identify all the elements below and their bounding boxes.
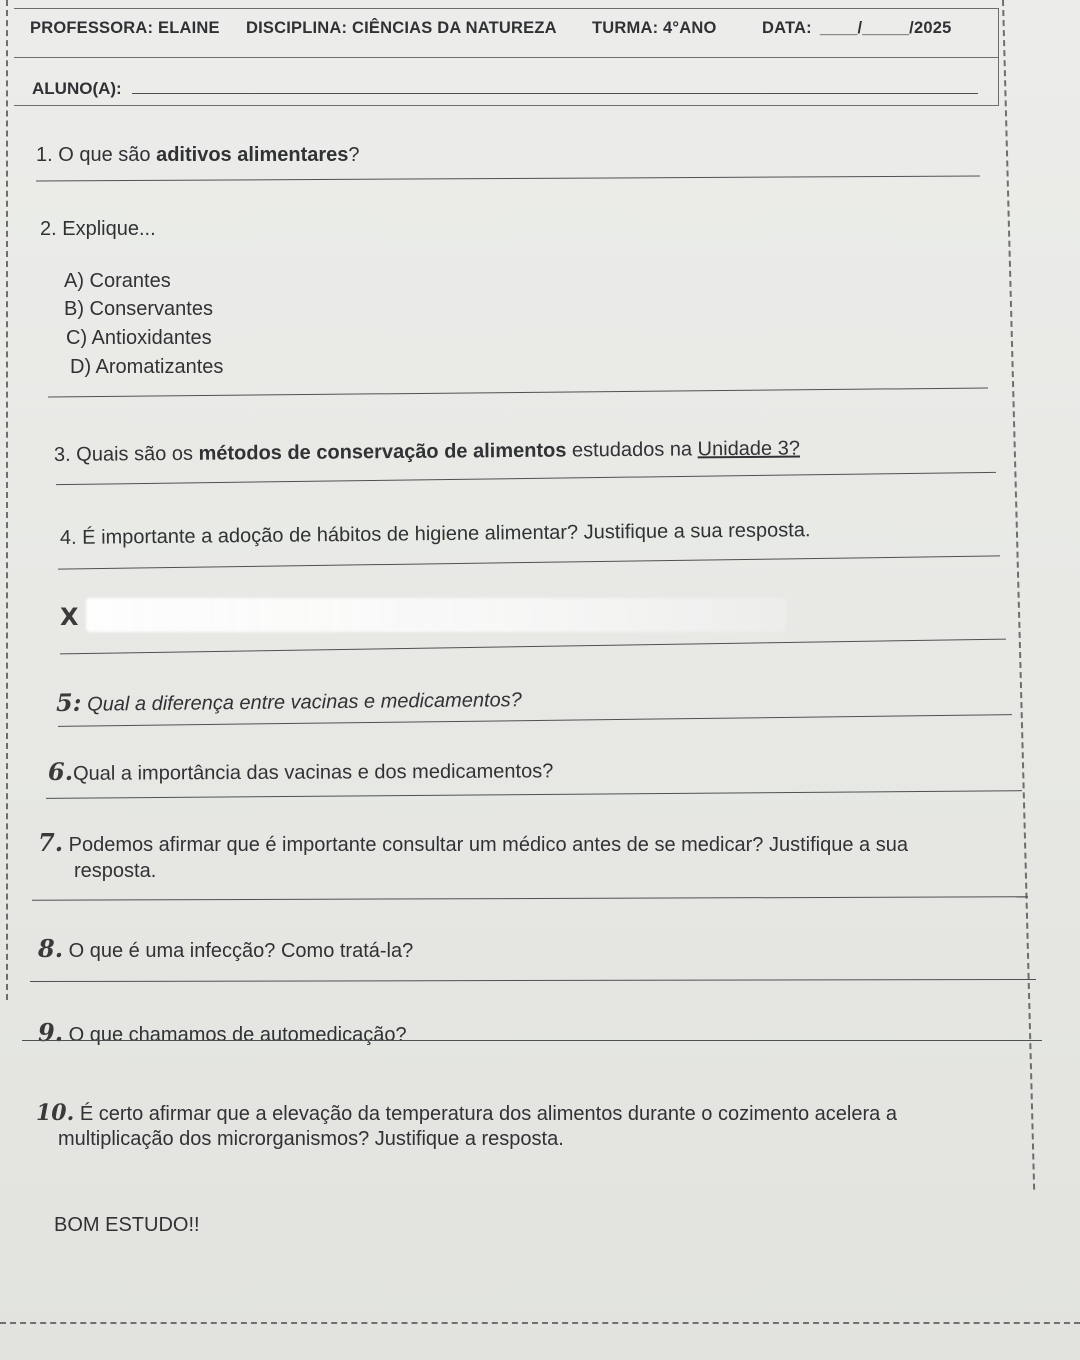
question-1-end: ? [348, 144, 360, 166]
question-7-text: Podemos afirmar que é importante consultar um médico antes de se medicar? Justifique a sua [63, 834, 908, 856]
left-fold-line [6, 0, 8, 1000]
answer-line-3 [56, 472, 996, 485]
question-2-item-d: D) Aromatizantes [70, 356, 224, 378]
question-3-prefix: 3. Quais são os [53, 442, 199, 466]
question-2-item-a: A) Corantes [64, 270, 171, 292]
erased-question-area [86, 598, 786, 632]
question-10-continuation: multiplicação dos microrganismos? Justifique a resposta. [58, 1128, 564, 1150]
question-1 [36, 144, 360, 167]
question-1-keyword: aditivos alimentares [156, 144, 349, 166]
question-10-text: É certo afirmar que a elevação da temperatura dos alimentos durante o cozimento acelera a [74, 1103, 897, 1125]
answer-line-erased [60, 639, 1006, 655]
right-fold-line [1002, 0, 1035, 1190]
erased-mark: X [60, 603, 79, 631]
question-3 [54, 437, 800, 467]
answer-line-5 [58, 714, 1012, 727]
question-5-text: Qual a diferença entre vacinas e medicamentos? [87, 689, 522, 716]
question-7 [38, 828, 908, 857]
question-9 [38, 1018, 407, 1047]
answer-line-2 [48, 387, 988, 397]
cut-line [0, 1322, 1080, 1324]
question-2: 2. Explique... [40, 218, 156, 240]
question-2-item-c: C) Antioxidantes [66, 327, 212, 349]
date-blank: ____/_____/2025 [820, 19, 952, 37]
question-9-number: 9. [38, 1018, 64, 1047]
question-8-text: O que é uma infecção? Como tratá-la? [63, 940, 414, 962]
question-9-text: O que chamamos de automedicação? [63, 1024, 407, 1046]
question-4: 4. É importante a adoção de hábitos de higiene alimentar? Justifique a sua resposta. [59, 519, 811, 549]
class-grade: TURMA: 4°ANO [592, 19, 717, 37]
question-5 [56, 683, 522, 717]
answer-line-4 [58, 555, 1000, 569]
answer-line-1 [36, 176, 980, 182]
teacher-name: PROFESSORA: ELAINE [30, 19, 220, 37]
date-label: DATA: [762, 19, 812, 37]
answer-line-8 [30, 979, 1036, 982]
answer-line-6 [46, 790, 1022, 799]
question-1-number: 1. O que são [36, 144, 157, 166]
question-6-number: 6. [47, 756, 74, 786]
answer-line-7 [32, 896, 1028, 900]
student-name-line [132, 93, 978, 94]
question-8 [38, 934, 413, 963]
question-6-text: Qual a importância das vacinas e dos medicamentos? [73, 760, 554, 785]
subject: DISCIPLINA: CIÊNCIAS DA NATUREZA [246, 19, 557, 37]
answer-line-9 [22, 1040, 1042, 1041]
question-5-number: 5: [55, 687, 82, 717]
header-divider [14, 57, 998, 58]
question-8-number: 8. [38, 934, 64, 963]
question-3-keyword: métodos de conservação de alimentos [198, 439, 567, 465]
question-3-middle: estudados na [566, 438, 698, 462]
student-label: ALUNO(A): [32, 79, 122, 98]
question-7-continuation: resposta. [74, 860, 157, 882]
question-10-number: 10. [36, 1100, 75, 1126]
question-2-item-b: B) Conservantes [64, 298, 213, 320]
closing-message: BOM ESTUDO!! [54, 1214, 200, 1236]
question-3-unit-reference: Unidade 3? [697, 437, 801, 461]
header-box [14, 8, 999, 106]
question-7-number: 7. [38, 828, 64, 857]
question-6 [48, 754, 553, 786]
question-10 [36, 1100, 897, 1126]
